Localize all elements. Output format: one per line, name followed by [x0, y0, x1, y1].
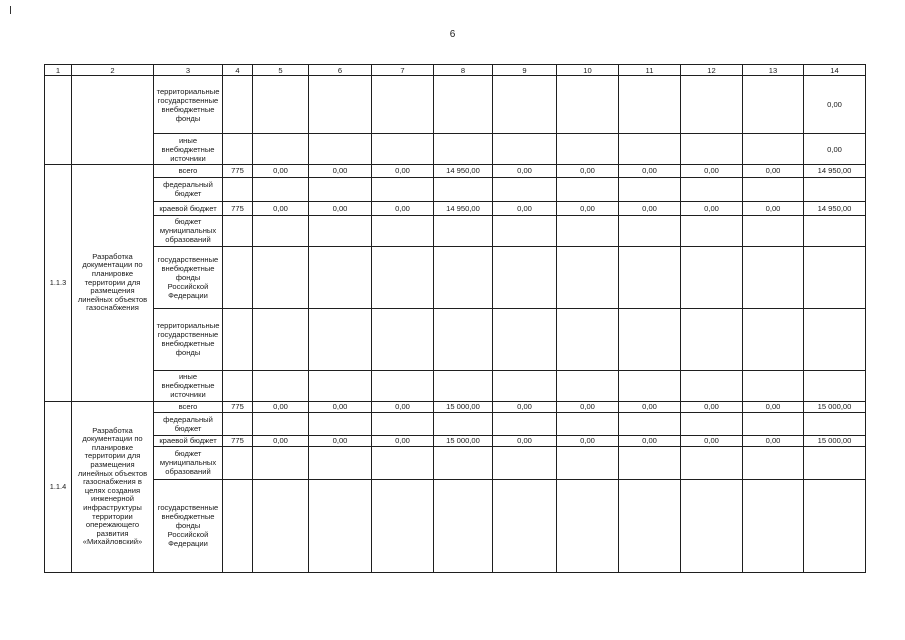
value-cell	[434, 76, 493, 134]
value-cell	[557, 370, 619, 401]
value-cell	[619, 370, 681, 401]
value-cell	[557, 177, 619, 202]
value-cell	[309, 76, 372, 134]
value-cell	[223, 479, 253, 572]
header-row	[45, 65, 866, 76]
code-cell: 1.1.4	[45, 401, 72, 573]
value-cell	[493, 215, 557, 246]
total-cell: 0,00	[804, 134, 866, 165]
value-cell	[309, 215, 372, 246]
column-header-1: 1	[45, 65, 72, 76]
value-cell	[493, 246, 557, 308]
value-cell	[434, 370, 493, 401]
funding-source-cell: иные внебюджетные источники	[154, 134, 223, 165]
column-header-14: 14	[804, 65, 866, 76]
value-cell	[557, 446, 619, 479]
value-cell: 0,00	[372, 202, 434, 215]
value-cell	[743, 134, 804, 165]
value-cell: 0,00	[681, 202, 743, 215]
funding-source-cell: краевой бюджет	[154, 202, 223, 215]
value-cell	[743, 370, 804, 401]
total-cell	[804, 412, 866, 435]
funding-source-cell: федеральный бюджет	[154, 177, 223, 202]
total-cell: 15 000,00	[804, 401, 866, 412]
value-cell	[619, 76, 681, 134]
table-row	[45, 435, 866, 446]
table-row	[45, 412, 866, 435]
description-cell	[72, 76, 154, 165]
column-header-3: 3	[154, 65, 223, 76]
value-cell	[309, 134, 372, 165]
value-cell: 0,00	[253, 435, 309, 446]
column-header-4: 4	[223, 65, 253, 76]
value-cell	[681, 215, 743, 246]
total-cell	[804, 177, 866, 202]
total-cell: 14 950,00	[804, 202, 866, 215]
value-cell: 0,00	[372, 435, 434, 446]
value-cell: 0,00	[493, 202, 557, 215]
value-cell	[557, 215, 619, 246]
value-cell	[434, 479, 493, 572]
value-cell: 0,00	[253, 202, 309, 215]
value-cell	[557, 308, 619, 370]
table-row	[45, 134, 866, 165]
value-cell	[434, 446, 493, 479]
value-cell	[372, 76, 434, 134]
value-cell	[372, 308, 434, 370]
value-cell	[743, 446, 804, 479]
column-header-13: 13	[743, 65, 804, 76]
value-cell: 0,00	[372, 165, 434, 177]
value-cell	[253, 215, 309, 246]
value-cell	[619, 215, 681, 246]
value-cell: 775	[223, 165, 253, 177]
value-cell	[681, 76, 743, 134]
total-cell	[804, 215, 866, 246]
value-cell: 0,00	[253, 165, 309, 177]
value-cell	[681, 412, 743, 435]
table-row	[45, 479, 866, 572]
value-cell	[493, 76, 557, 134]
value-cell: 14 950,00	[434, 165, 493, 177]
total-cell	[804, 479, 866, 572]
value-cell	[743, 412, 804, 435]
value-cell: 775	[223, 435, 253, 446]
value-cell: 0,00	[619, 401, 681, 412]
value-cell	[743, 246, 804, 308]
value-cell: 15 000,00	[434, 401, 493, 412]
value-cell: 0,00	[557, 435, 619, 446]
value-cell	[619, 479, 681, 572]
table-row	[45, 76, 866, 134]
funding-source-cell: всего	[154, 401, 223, 412]
value-cell	[557, 246, 619, 308]
value-cell	[223, 308, 253, 370]
total-cell	[804, 308, 866, 370]
value-cell	[372, 215, 434, 246]
column-header-6: 6	[309, 65, 372, 76]
table-body	[45, 65, 866, 573]
value-cell	[372, 479, 434, 572]
value-cell	[493, 412, 557, 435]
total-cell: 15 000,00	[804, 435, 866, 446]
value-cell: 775	[223, 401, 253, 412]
description-cell: Разработка документации по планировке территории для размещения линейных объектов газоснабжения в целях создания инженерной инфраструктуры территории опережающего развития «Михайловский»	[72, 401, 154, 573]
value-cell	[372, 134, 434, 165]
value-cell: 0,00	[681, 401, 743, 412]
description-cell: Разработка документации по планировке территории для размещения линейных объектов газоснабжения	[72, 165, 154, 401]
funding-source-cell: территориальные государственные внебюджетные фонды	[154, 76, 223, 134]
value-cell	[743, 177, 804, 202]
value-cell	[434, 412, 493, 435]
value-cell: 0,00	[619, 202, 681, 215]
table-row	[45, 215, 866, 246]
value-cell: 0,00	[493, 401, 557, 412]
value-cell	[681, 134, 743, 165]
table-row	[45, 246, 866, 308]
value-cell	[743, 308, 804, 370]
value-cell	[681, 177, 743, 202]
funding-source-cell: государственные внебюджетные фонды Российской Федерации	[154, 479, 223, 572]
value-cell	[681, 246, 743, 308]
value-cell	[619, 177, 681, 202]
value-cell	[372, 446, 434, 479]
value-cell	[557, 76, 619, 134]
column-header-5: 5	[253, 65, 309, 76]
value-cell: 14 950,00	[434, 202, 493, 215]
value-cell	[493, 177, 557, 202]
value-cell: 0,00	[681, 435, 743, 446]
value-cell	[223, 446, 253, 479]
value-cell: 0,00	[493, 435, 557, 446]
value-cell	[493, 446, 557, 479]
value-cell	[253, 446, 309, 479]
table-row	[45, 370, 866, 401]
value-cell	[743, 76, 804, 134]
table-row	[45, 446, 866, 479]
value-cell	[253, 479, 309, 572]
budget-table	[44, 64, 866, 573]
value-cell	[372, 412, 434, 435]
funding-source-cell: территориальные государственные внебюджетные фонды	[154, 308, 223, 370]
code-cell	[45, 76, 72, 165]
table-row	[45, 177, 866, 202]
value-cell	[434, 308, 493, 370]
table-row	[45, 308, 866, 370]
value-cell: 0,00	[743, 202, 804, 215]
value-cell	[253, 177, 309, 202]
value-cell	[309, 246, 372, 308]
value-cell	[681, 308, 743, 370]
column-header-10: 10	[557, 65, 619, 76]
column-header-2: 2	[72, 65, 154, 76]
table-row	[45, 165, 866, 177]
value-cell	[309, 412, 372, 435]
funding-source-cell: бюджет муниципальных образований	[154, 215, 223, 246]
value-cell: 0,00	[557, 202, 619, 215]
value-cell	[557, 479, 619, 572]
value-cell: 0,00	[743, 435, 804, 446]
funding-source-cell: бюджет муниципальных образований	[154, 446, 223, 479]
code-cell: 1.1.3	[45, 165, 72, 401]
value-cell	[434, 246, 493, 308]
funding-source-cell: федеральный бюджет	[154, 412, 223, 435]
value-cell	[372, 370, 434, 401]
value-cell: 0,00	[619, 435, 681, 446]
page-number: 6	[449, 29, 456, 40]
value-cell: 775	[223, 202, 253, 215]
value-cell	[681, 370, 743, 401]
value-cell	[309, 479, 372, 572]
value-cell	[557, 412, 619, 435]
value-cell	[493, 308, 557, 370]
value-cell	[493, 479, 557, 572]
table-row	[45, 202, 866, 215]
value-cell: 0,00	[309, 401, 372, 412]
value-cell: 0,00	[493, 165, 557, 177]
funding-source-cell: краевой бюджет	[154, 435, 223, 446]
value-cell	[557, 134, 619, 165]
value-cell: 0,00	[309, 202, 372, 215]
value-cell: 15 000,00	[434, 435, 493, 446]
value-cell	[223, 412, 253, 435]
value-cell	[619, 134, 681, 165]
value-cell	[434, 134, 493, 165]
column-header-9: 9	[493, 65, 557, 76]
value-cell	[434, 177, 493, 202]
value-cell	[223, 76, 253, 134]
total-cell	[804, 246, 866, 308]
value-cell	[253, 412, 309, 435]
value-cell: 0,00	[743, 401, 804, 412]
total-cell: 0,00	[804, 76, 866, 134]
value-cell	[253, 76, 309, 134]
value-cell	[309, 177, 372, 202]
value-cell	[253, 370, 309, 401]
value-cell	[309, 446, 372, 479]
value-cell	[493, 370, 557, 401]
value-cell	[372, 177, 434, 202]
value-cell: 0,00	[557, 165, 619, 177]
value-cell	[253, 134, 309, 165]
table-row	[45, 401, 866, 412]
value-cell	[619, 308, 681, 370]
value-cell: 0,00	[253, 401, 309, 412]
value-cell	[619, 446, 681, 479]
value-cell	[309, 370, 372, 401]
value-cell: 0,00	[557, 401, 619, 412]
value-cell: 0,00	[372, 401, 434, 412]
value-cell: 0,00	[309, 165, 372, 177]
value-cell	[372, 246, 434, 308]
column-header-7: 7	[372, 65, 434, 76]
value-cell	[223, 215, 253, 246]
value-cell	[619, 246, 681, 308]
value-cell	[619, 412, 681, 435]
funding-source-cell: государственные внебюджетные фонды Российской Федерации	[154, 246, 223, 308]
value-cell	[743, 215, 804, 246]
value-cell	[253, 246, 309, 308]
value-cell: 0,00	[681, 165, 743, 177]
value-cell	[434, 215, 493, 246]
value-cell: 0,00	[619, 165, 681, 177]
value-cell: 0,00	[743, 165, 804, 177]
value-cell	[223, 177, 253, 202]
value-cell	[681, 446, 743, 479]
scan-mark	[10, 6, 11, 14]
column-header-12: 12	[681, 65, 743, 76]
value-cell	[493, 134, 557, 165]
value-cell	[223, 246, 253, 308]
column-header-8: 8	[434, 65, 493, 76]
value-cell	[253, 308, 309, 370]
value-cell	[223, 370, 253, 401]
value-cell	[743, 479, 804, 572]
value-cell	[223, 134, 253, 165]
total-cell	[804, 370, 866, 401]
funding-source-cell: иные внебюджетные источники	[154, 370, 223, 401]
value-cell: 0,00	[309, 435, 372, 446]
funding-source-cell: всего	[154, 165, 223, 177]
value-cell	[681, 479, 743, 572]
total-cell: 14 950,00	[804, 165, 866, 177]
total-cell	[804, 446, 866, 479]
value-cell	[309, 308, 372, 370]
column-header-11: 11	[619, 65, 681, 76]
